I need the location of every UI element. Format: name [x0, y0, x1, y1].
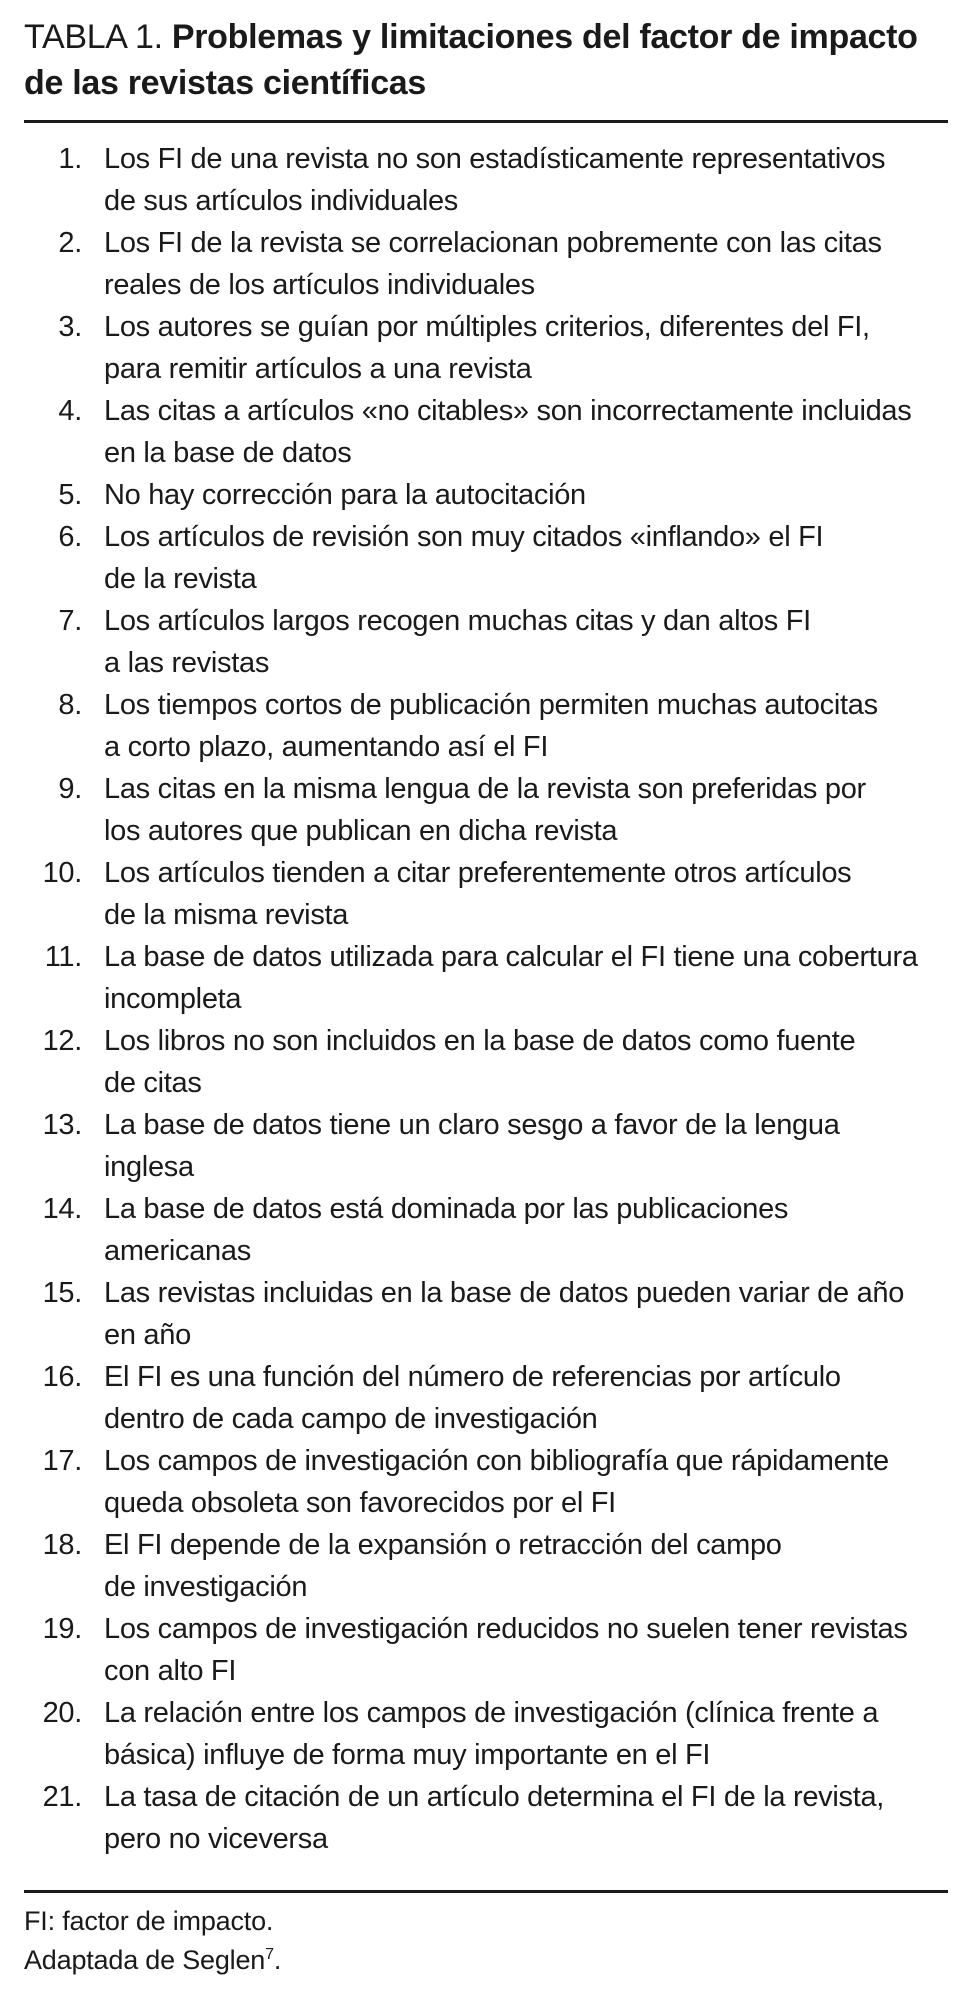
item-text: [82, 306, 954, 390]
item-text-line: La base de datos tiene un claro sesgo a favor de la lengua: [104, 1109, 840, 1141]
table-footer: [24, 1902, 944, 1980]
list-item: [24, 936, 954, 1020]
item-number: 7.: [58, 605, 82, 637]
item-text-line: Los artículos tienden a citar preferentemente otros artículos: [104, 857, 852, 889]
list-item: [24, 138, 954, 222]
item-text: [82, 1104, 954, 1188]
list-item: [24, 390, 954, 474]
list-item: [24, 684, 954, 768]
list-item: [24, 516, 954, 600]
item-text: [82, 138, 954, 222]
top-rule: [24, 120, 948, 123]
source-reference: 7: [265, 1946, 274, 1963]
item-number: 13.: [42, 1109, 82, 1141]
list-item: [24, 1692, 954, 1776]
list-item: [24, 1776, 954, 1860]
source-note: [24, 1941, 944, 1980]
item-text-line: en año: [104, 1319, 191, 1351]
item-text-line: Las revistas incluidas en la base de datos pueden variar de año: [104, 1277, 905, 1309]
item-text-line: Los libros no son incluidos en la base de datos como fuente: [104, 1025, 856, 1057]
item-number: 3.: [58, 311, 82, 343]
item-text-line: Los campos de investigación reducidos no suelen tener revistas: [104, 1613, 908, 1645]
item-text-line: de sus artículos individuales: [104, 185, 458, 217]
item-text: [82, 1356, 954, 1440]
item-number: 19.: [42, 1613, 82, 1645]
list-item: [24, 852, 954, 936]
item-text-line: pero no viceversa: [104, 1823, 328, 1855]
item-number: 21.: [42, 1781, 82, 1813]
item-text-line: El FI es una función del número de referencias por artículo: [104, 1361, 841, 1393]
list-item: [24, 1104, 954, 1188]
problem-list: [24, 138, 954, 1860]
item-text: [82, 1692, 954, 1776]
item-number: 2.: [58, 227, 82, 259]
item-text-line: Los tiempos cortos de publicación permiten muchas autocitas: [104, 689, 878, 721]
item-text-line: Los artículos de revisión son muy citados «inflando» el FI: [104, 521, 824, 553]
item-number: 9.: [58, 773, 82, 805]
item-text: [82, 1776, 954, 1860]
list-item: [24, 1356, 954, 1440]
list-item: [24, 1272, 954, 1356]
item-text: [82, 1608, 954, 1692]
table-title-text: Problemas y limitaciones del factor de impacto de las revistas científicas: [24, 18, 918, 102]
item-text-line: de citas: [104, 1067, 202, 1099]
item-text-line: La tasa de citación de un artículo determina el FI de la revista,: [104, 1781, 885, 1813]
item-text: [82, 852, 954, 936]
item-number: 18.: [42, 1529, 82, 1561]
item-number: 12.: [42, 1025, 82, 1057]
list-item: [24, 1020, 954, 1104]
item-text-line: incompleta: [104, 983, 242, 1015]
list-item: [24, 1440, 954, 1524]
item-text-line: los autores que publican en dicha revista: [104, 815, 618, 847]
list-item: [24, 768, 954, 852]
item-text-line: queda obsoleta son favorecidos por el FI: [104, 1487, 616, 1519]
item-text-line: dentro de cada campo de investigación: [104, 1403, 598, 1435]
list-item: [24, 474, 954, 516]
list-item: [24, 1188, 954, 1272]
item-text: [82, 936, 954, 1020]
item-number: 4.: [58, 395, 82, 427]
item-text-line: de la misma revista: [104, 899, 349, 931]
item-number: 6.: [58, 521, 82, 553]
item-text-line: americanas: [104, 1235, 251, 1267]
item-text: [82, 516, 954, 600]
item-text-line: inglesa: [104, 1151, 194, 1183]
item-text: [82, 1272, 954, 1356]
item-text-line: El FI depende de la expansión o retracción del campo: [104, 1529, 782, 1561]
item-text-line: básica) influye de forma muy importante en el FI: [104, 1739, 711, 1771]
list-item: [24, 1524, 954, 1608]
item-number: 11.: [44, 941, 82, 973]
item-text-line: reales de los artículos individuales: [104, 269, 535, 301]
item-number: 10.: [42, 857, 82, 889]
item-text: [82, 474, 954, 516]
list-item: [24, 222, 954, 306]
item-number: 20.: [42, 1697, 82, 1729]
source-end: .: [273, 1945, 282, 1975]
item-text-line: de investigación: [104, 1571, 308, 1603]
table-title: [24, 14, 944, 106]
item-text-line: para remitir artículos a una revista: [104, 353, 532, 385]
bottom-rule: [24, 1890, 948, 1893]
table-label: TABLA 1.: [24, 18, 163, 56]
list-item: [24, 600, 954, 684]
source-text: Adaptada de Seglen: [24, 1945, 266, 1975]
item-text: [82, 1188, 954, 1272]
item-number: 1.: [58, 143, 82, 175]
item-text-line: Los FI de una revista no son estadísticamente representativos: [104, 143, 886, 175]
item-number: 14.: [42, 1193, 82, 1225]
item-text-line: Las citas en la misma lengua de la revista son preferidas por: [104, 773, 866, 805]
item-text: [82, 1440, 954, 1524]
item-number: 8.: [58, 689, 82, 721]
item-text: [82, 600, 954, 684]
item-number: 5.: [58, 479, 82, 511]
item-text: [82, 1020, 954, 1104]
item-text-line: La base de datos utilizada para calcular el FI tiene una cobertura: [104, 941, 918, 973]
abbreviation-note: FI: factor de impacto.: [24, 1906, 274, 1936]
item-text-line: Los autores se guían por múltiples criterios, diferentes del FI,: [104, 311, 870, 343]
list-item: [24, 1608, 954, 1692]
item-text-line: No hay corrección para la autocitación: [104, 479, 586, 511]
item-text-line: en la base de datos: [104, 437, 352, 469]
item-text-line: Los campos de investigación con bibliografía que rápidamente: [104, 1445, 889, 1477]
item-text-line: Los FI de la revista se correlacionan pobremente con las citas: [104, 227, 882, 259]
item-text-line: La base de datos está dominada por las publicaciones: [104, 1193, 789, 1225]
item-text-line: a corto plazo, aumentando así el FI: [104, 731, 549, 763]
item-text-line: Las citas a artículos «no citables» son incorrectamente incluidas: [104, 395, 912, 427]
item-text: [82, 768, 954, 852]
item-text: [82, 1524, 954, 1608]
item-text-line: a las revistas: [104, 647, 270, 679]
item-number: 15.: [42, 1277, 82, 1309]
item-text: [82, 222, 954, 306]
item-text-line: con alto FI: [104, 1655, 237, 1687]
item-text-line: La relación entre los campos de investigación (clínica frente a: [104, 1697, 879, 1729]
item-number: 16.: [42, 1361, 82, 1393]
item-text: [82, 390, 954, 474]
item-text-line: de la revista: [104, 563, 257, 595]
item-number: 17.: [42, 1445, 82, 1477]
item-text: [82, 684, 954, 768]
list-item: [24, 306, 954, 390]
item-text-line: Los artículos largos recogen muchas citas y dan altos FI: [104, 605, 811, 637]
